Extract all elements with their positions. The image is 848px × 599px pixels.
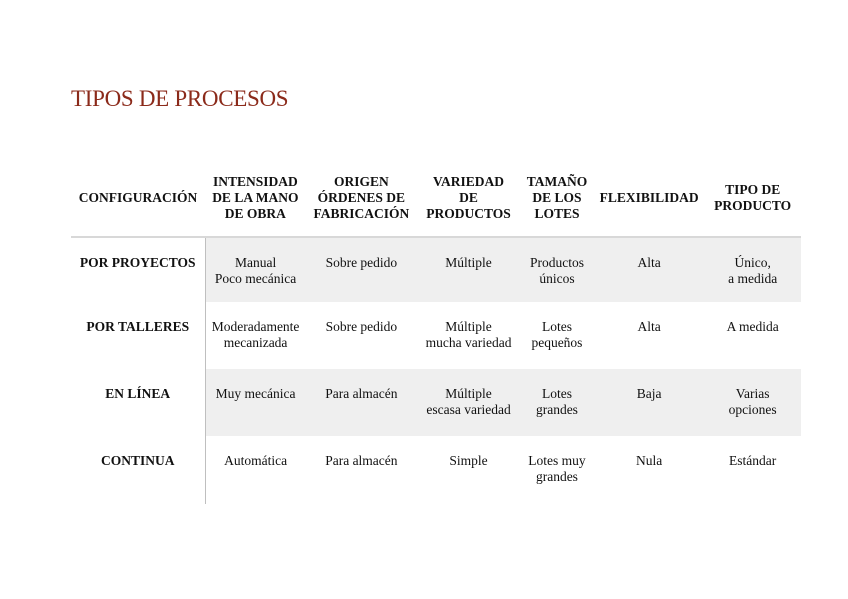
table-row-por-talleres <box>71 302 801 369</box>
header-text: FLEXIBILIDAD <box>599 190 699 205</box>
cell-text: Sobre pedido <box>325 319 398 334</box>
header-text: ÓRDENES DE <box>317 190 406 205</box>
cell-text: únicos <box>539 271 575 286</box>
cell-text: Moderadamente <box>211 319 300 334</box>
cell-origen <box>306 302 417 369</box>
cell-variedad <box>417 369 520 436</box>
cell-text: pequeños <box>531 335 583 350</box>
cell-text: Múltiple <box>445 255 492 270</box>
cell-text: Para almacén <box>325 386 398 401</box>
header-text: PRODUCTOS <box>426 206 511 221</box>
row-label: CONTINUA <box>71 436 205 504</box>
cell-text: Poco mecánica <box>214 271 297 286</box>
cell-tamano <box>520 436 594 504</box>
cell-text: Productos <box>529 255 584 270</box>
table-row-por-proyectos <box>71 237 801 302</box>
header-text: TAMAÑO <box>526 174 588 189</box>
row-label: EN LÍNEA <box>71 369 205 436</box>
cell-text: Manual <box>234 255 277 270</box>
header-variedad <box>417 172 520 237</box>
cell-flexibilidad <box>594 237 704 302</box>
cell-origen <box>306 436 417 504</box>
cell-intensidad <box>205 302 306 369</box>
cell-text: Varias <box>735 386 770 401</box>
cell-variedad <box>417 302 520 369</box>
cell-text: Múltiple <box>445 386 492 401</box>
table-header-row <box>71 172 801 237</box>
cell-tipo-producto <box>704 369 801 436</box>
cell-text: escasa variedad <box>426 402 511 417</box>
cell-variedad <box>417 436 520 504</box>
header-text: DE LA MANO <box>212 190 299 205</box>
cell-text: Para almacén <box>325 453 398 468</box>
cell-tipo-producto <box>704 302 801 369</box>
header-tipo-producto <box>704 172 801 237</box>
cell-intensidad <box>205 369 306 436</box>
row-label: POR PROYECTOS <box>71 237 205 302</box>
cell-origen <box>306 369 417 436</box>
table-row-en-linea <box>71 369 801 436</box>
cell-text: Nula <box>635 453 663 468</box>
header-origen <box>306 172 417 237</box>
cell-text: mecanizada <box>223 335 288 350</box>
cell-intensidad <box>205 436 306 504</box>
cell-text: mucha variedad <box>425 335 512 350</box>
cell-text: Muy mecánica <box>215 386 296 401</box>
cell-text: Lotes <box>541 319 572 334</box>
header-flexibilidad <box>594 172 704 237</box>
row-label: POR TALLERES <box>71 302 205 369</box>
header-text: CONFIGURACIÓN <box>78 190 198 205</box>
header-text: TIPO DE <box>725 182 781 197</box>
cell-text: Sobre pedido <box>325 255 398 270</box>
cell-text: grandes <box>535 469 578 484</box>
cell-tipo-producto <box>704 436 801 504</box>
cell-variedad <box>417 237 520 302</box>
cell-text: Estándar <box>729 453 777 468</box>
process-types-table <box>71 172 801 504</box>
cell-tipo-producto <box>704 237 801 302</box>
cell-tamano <box>520 369 594 436</box>
header-text: VARIEDAD <box>433 174 505 189</box>
cell-text: Alta <box>637 319 661 334</box>
cell-text: Baja <box>636 386 662 401</box>
header-text: DE <box>459 190 478 205</box>
header-configuracion <box>71 172 205 237</box>
page-title: TIPOS DE PROCESOS <box>71 86 289 111</box>
header-tamano <box>520 172 594 237</box>
cell-text: Lotes <box>541 386 572 401</box>
header-intensidad <box>205 172 306 237</box>
cell-text: grandes <box>535 402 578 417</box>
cell-text: Único, <box>734 255 771 270</box>
header-text: FABRICACIÓN <box>313 206 410 221</box>
cell-flexibilidad <box>594 436 704 504</box>
header-text: PRODUCTO <box>714 198 792 213</box>
header-text: DE OBRA <box>224 206 286 221</box>
header-text: INTENSIDAD <box>212 174 298 189</box>
cell-text: Simple <box>449 453 488 468</box>
header-text: LOTES <box>534 206 580 221</box>
cell-text: Alta <box>637 255 661 270</box>
cell-text: opciones <box>728 402 777 417</box>
cell-text: Lotes muy <box>528 453 586 468</box>
header-text: ORIGEN <box>334 174 389 189</box>
cell-text: Automática <box>224 453 288 468</box>
cell-intensidad <box>205 237 306 302</box>
cell-text: a medida <box>728 271 778 286</box>
table-row-continua <box>71 436 801 504</box>
cell-tamano <box>520 237 594 302</box>
cell-text: A medida <box>726 319 779 334</box>
cell-flexibilidad <box>594 369 704 436</box>
cell-flexibilidad <box>594 302 704 369</box>
cell-origen <box>306 237 417 302</box>
cell-tamano <box>520 302 594 369</box>
cell-text: Múltiple <box>445 319 492 334</box>
header-text: DE LOS <box>532 190 582 205</box>
